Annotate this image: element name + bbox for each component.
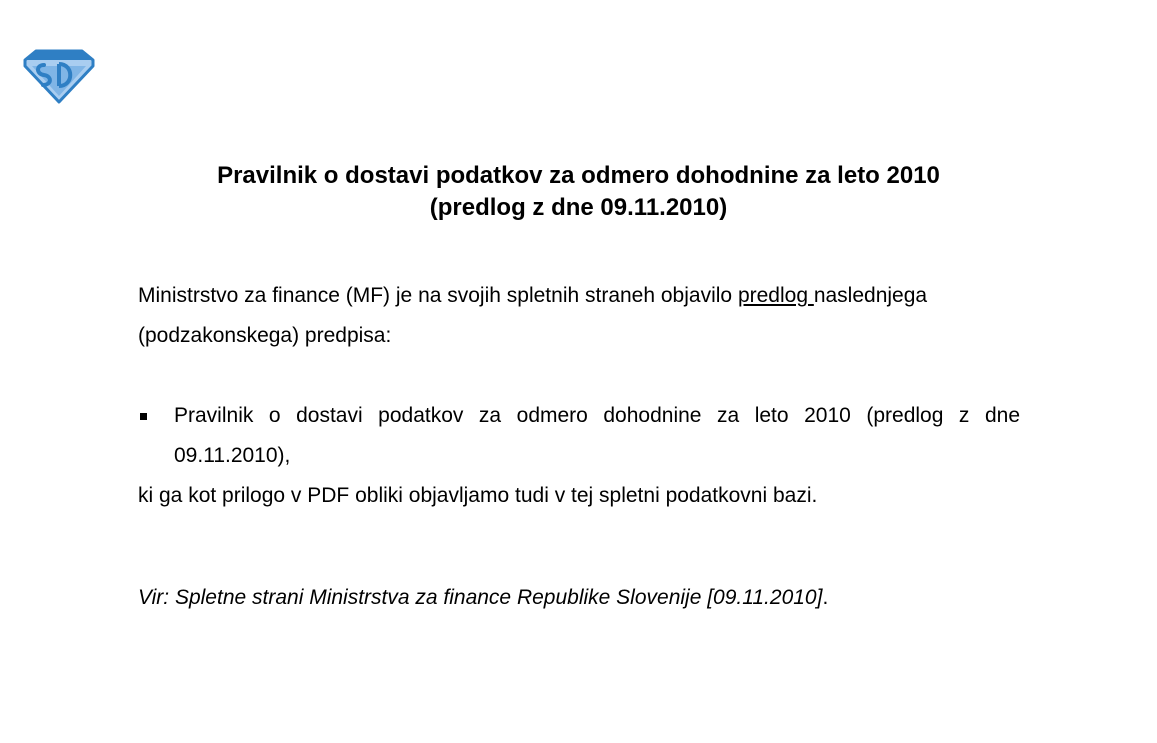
document-body: [138, 276, 1020, 618]
predlog-link[interactable]: predlog: [737, 284, 814, 307]
list-item: [138, 396, 1020, 476]
source-trailing: .: [822, 586, 829, 609]
source-citation: [138, 578, 1020, 618]
list-item-text: Pravilnik o dostavi podatkov za odmero dohodnine za leto 2010 (predlog z dne 09.11.2010),: [174, 404, 1020, 467]
attachment-note: ki ga kot prilogo v PDF obliki objavljamo tudi v tej spletni podatkovni bazi.: [138, 484, 818, 507]
regulation-list: [138, 396, 1020, 476]
intro-paragraph: [138, 276, 1020, 356]
intro-text-after-link: naslednjega (podzakonskega) predpisa:: [138, 284, 928, 347]
document-title: [0, 160, 1157, 224]
intro-text-before-link: Ministrstvo za finance (MF) je na svojih spletnih straneh objavilo: [138, 284, 738, 307]
title-line-1: Pravilnik o dostavi podatkov za odmero dohodnine za leto 2010: [217, 162, 940, 189]
square-bullet-icon: [140, 413, 147, 420]
title-line-2: (predlog z dne 09.11.2010): [429, 194, 728, 221]
company-logo: [22, 48, 96, 104]
sd-shield-logo-icon: [22, 48, 96, 104]
source-text: Vir: Spletne strani Ministrstva za finance Republike Slovenije [09.11.2010]: [138, 586, 823, 609]
